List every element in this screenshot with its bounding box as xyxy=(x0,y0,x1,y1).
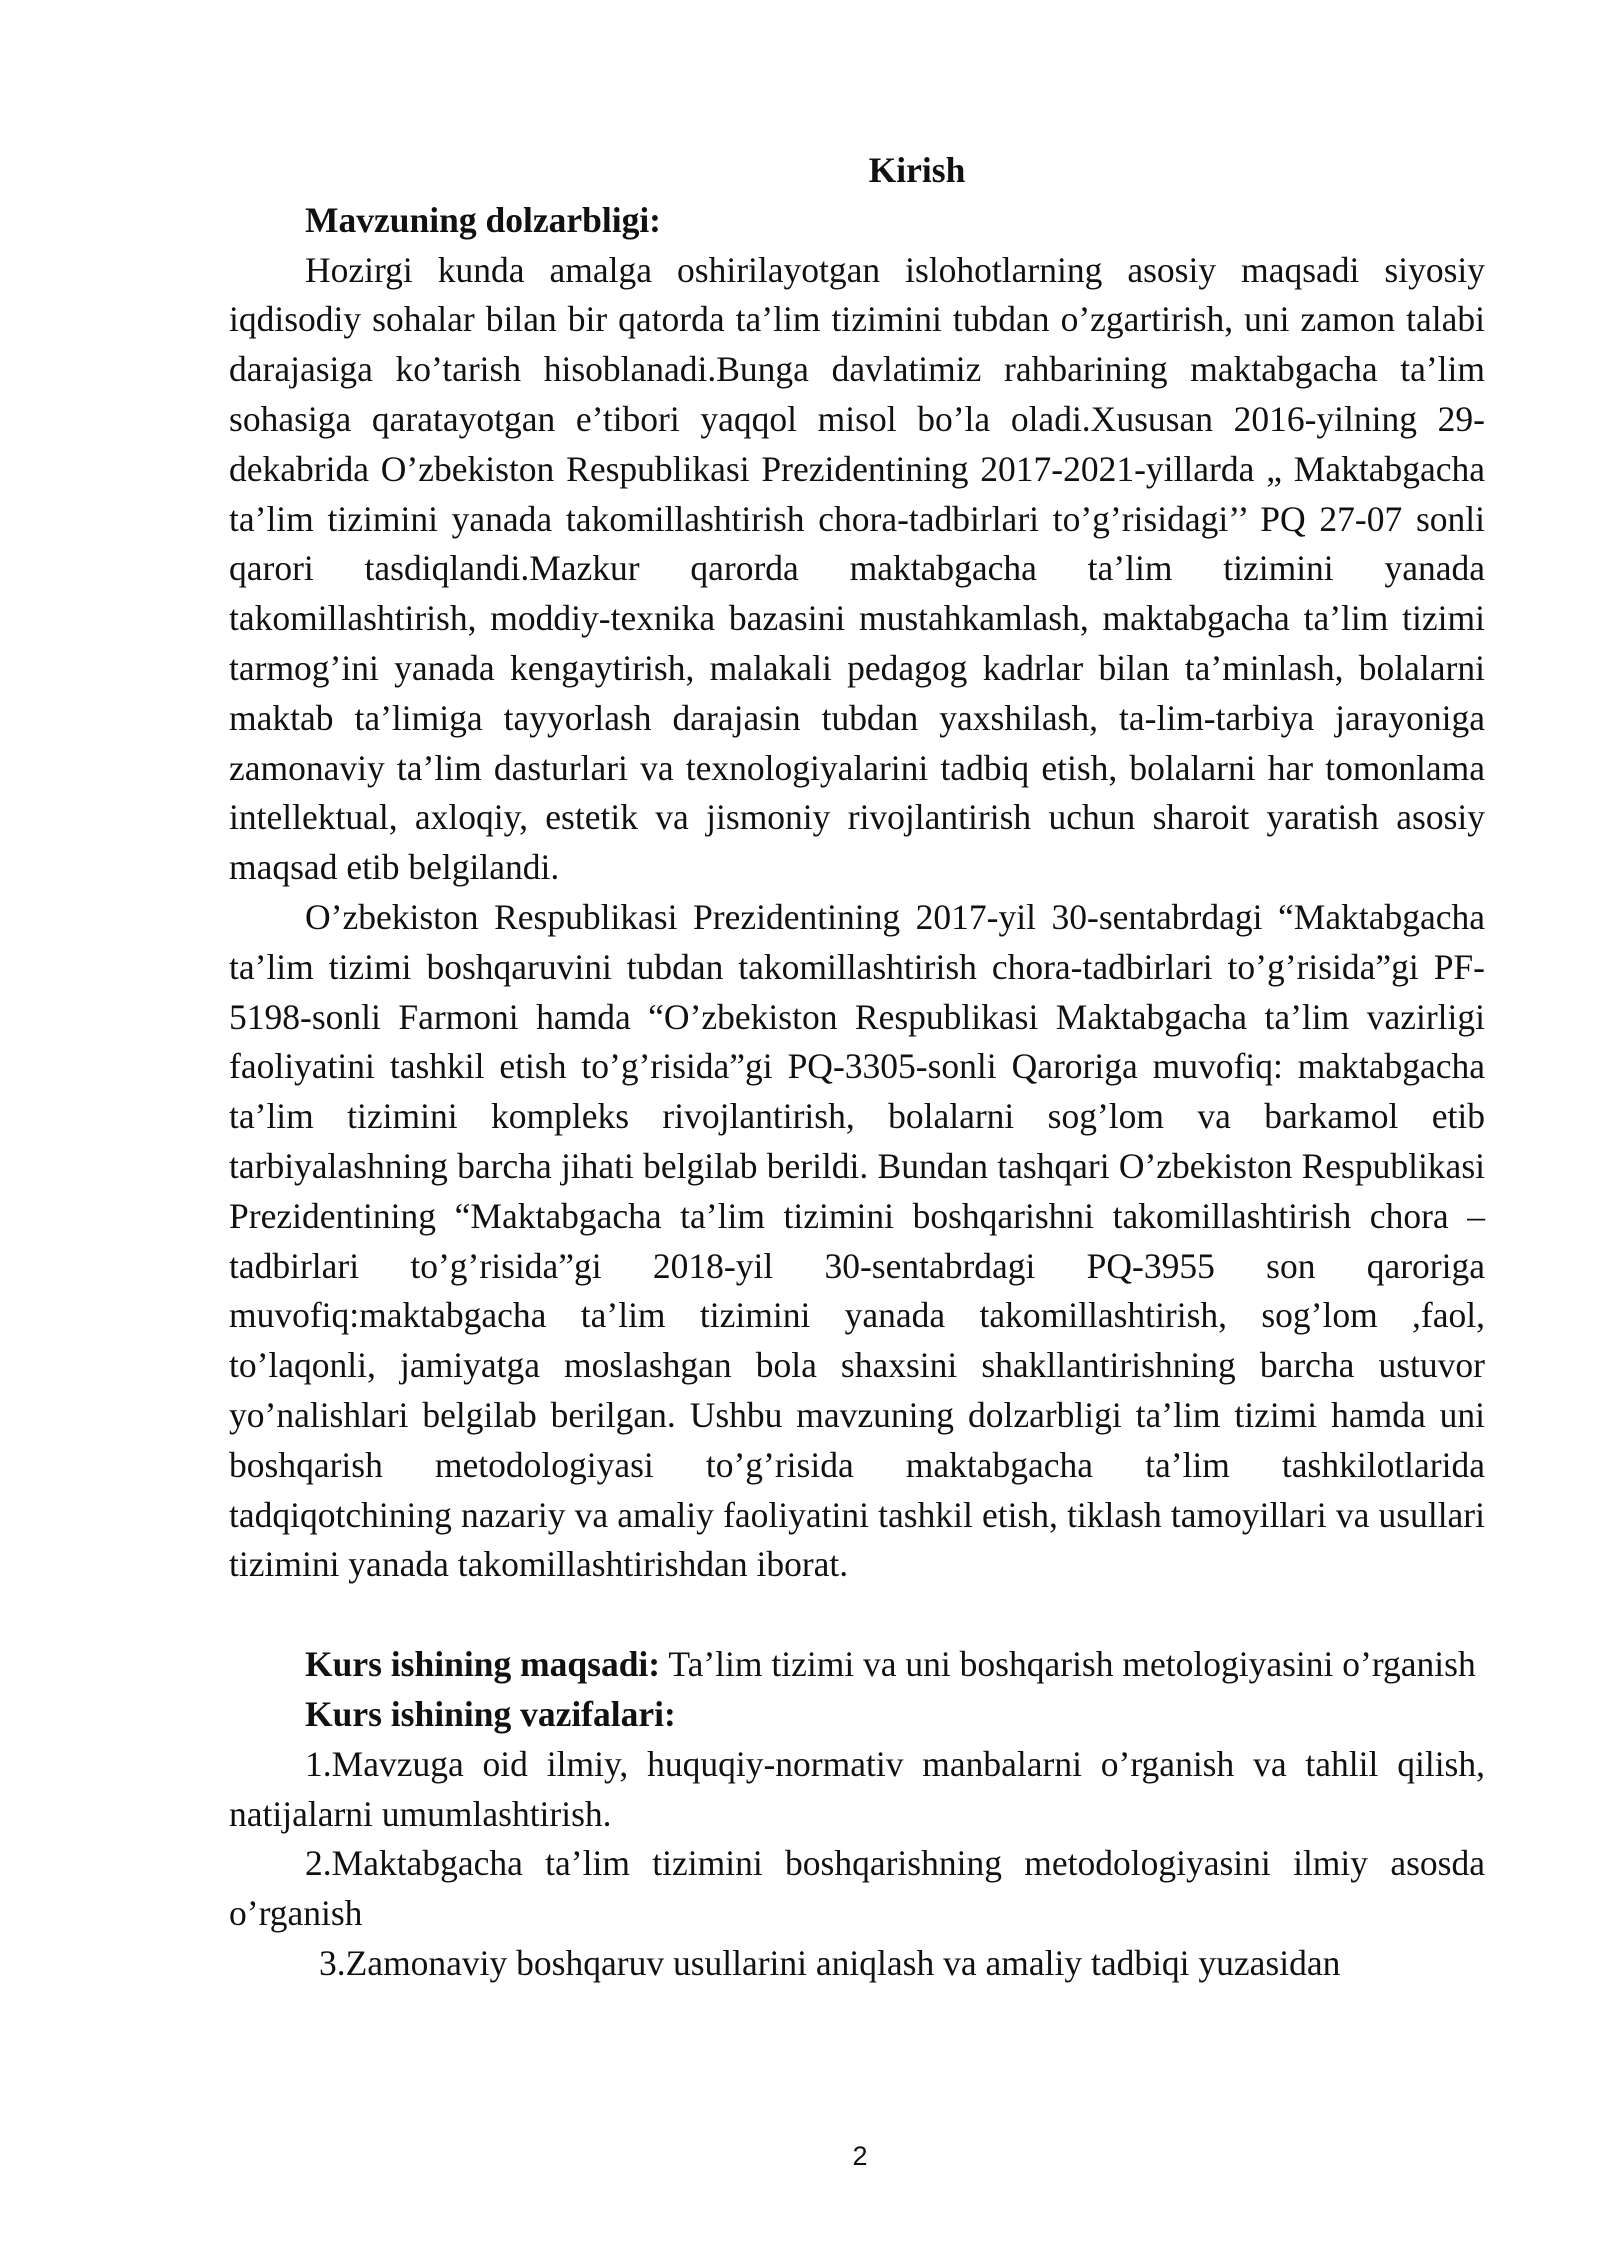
task-item-3: 3.Zamonaviy boshqaruv usullarini aniqlash va amaliy tadbiqi yuzasidan xyxy=(319,1942,1341,1983)
goal-paragraph xyxy=(229,1640,1485,1690)
page-number: 2 xyxy=(852,2141,868,2171)
paragraph-spacer xyxy=(229,1590,1485,1640)
document-page xyxy=(229,146,1485,1989)
paragraph-relevance-1: Hozirgi kunda amalga oshirilayotgan islohotlarning asosiy maqsadi siyosiy iqdisodiy sohalar bilan bir qatorda ta’lim tizimini tubdan o’zgartirish, uni zamon talabi darajasiga ko’tarish hisoblanadi.Bunga davlatimiz rahbarining maktabgacha ta’lim sohasiga qaratayotgan e’tibori yaqqol misol bo’la oladi.Xususan 2016-yilning 29-dekabrida O’zbekiston Respublikasi Prezidentining 2017-2021-yillarda „ Maktabgacha ta’lim tizimini yanada takomillashtirish chora-tadbirlari to’g’risidagi’’ PQ 27-07 sonli qarori tasdiqlandi.Mazkur qarorda maktabgacha ta’lim tizimini yanada takomillashtirish, moddiy-texnika bazasini mustahkamlash, maktabgacha ta’lim tizimi tarmog’ini yanada kengaytirish, malakali pedagog kadrlar bilan ta’minlash, bolalarni maktab ta’limiga tayyorlash darajasin tubdan yaxshilash, ta-lim-tarbiya jarayoniga zamonaviy ta’lim dasturlari va texnologiyalarini tadbiq etish, bolalarni har tomonlama intellektual, axloqiy, estetik va jismoniy rivojlantirish uchun sharoit yaratish asosiy maqsad etib belgilandi. xyxy=(229,249,1485,888)
goal-label: Kurs ishining maqsadi: xyxy=(305,1644,661,1685)
task-item-2: 2.Maktabgacha ta’lim tizimini boshqarishning metodologiyasini ilmiy asosda o’rganish xyxy=(229,1843,1485,1934)
task-item-1: 1.Mavzuga oid ilmiy, huquqiy-normativ manbalarni o’rganish va tahlil qilish, natijalarni umumlashtirish. xyxy=(229,1743,1485,1834)
goal-text: Ta’lim tizimi va uni boshqarish metologiyasini o’rganish xyxy=(660,1644,1476,1685)
page-title: Kirish xyxy=(868,150,966,190)
paragraph-relevance-2: O’zbekiston Respublikasi Prezidentining 2017-yil 30-sentabrdagi “Maktabgacha ta’lim tizimi boshqaruvini tubdan takomillashtirish chora-tadbirlari to’g’risida”gi PF-5198-sonli Farmoni hamda “O’zbekiston Respublikasi Maktabgacha ta’lim vazirligi faoliyatini tashkil etish to’g’risida”gi PQ-3305-sonli Qaroriga muvofiq: maktabgacha ta’lim tizimini kompleks rivojlantirish, bolalarni sog’lom va barkamol etib tarbiyalashning barcha jihati belgilab berildi. Bundan tashqari O’zbekiston Respublikasi Prezidentining “Maktabgacha ta’lim tizimini boshqarishni takomillashtirish chora –tadbirlari to’g’risida”gi 2018-yil 30-sentabrdagi PQ-3955 son qaroriga muvofiq:maktabgacha ta’lim tizimini yanada takomillashtirish, sog’lom ,faol, to’laqonli, jamiyatga moslashgan bola shaxsini shakllantirishning barcha ustuvor yo’nalishlari belgilab berilgan. Ushbu mavzuning dolzarbligi ta’lim tizimi hamda uni boshqarish metodologiyasi to’g’risida maktabgacha ta’lim tashkilotlarida tadqiqotchining nazariy va amaliy faoliyatini tashkil etish, tiklash tamoyillari va usullari tizimini yanada takomillashtirishdan iborat. xyxy=(229,896,1485,1585)
tasks-heading: Kurs ishining vazifalari: xyxy=(305,1693,676,1734)
section-heading: Mavzuning dolzarbligi: xyxy=(305,199,662,240)
